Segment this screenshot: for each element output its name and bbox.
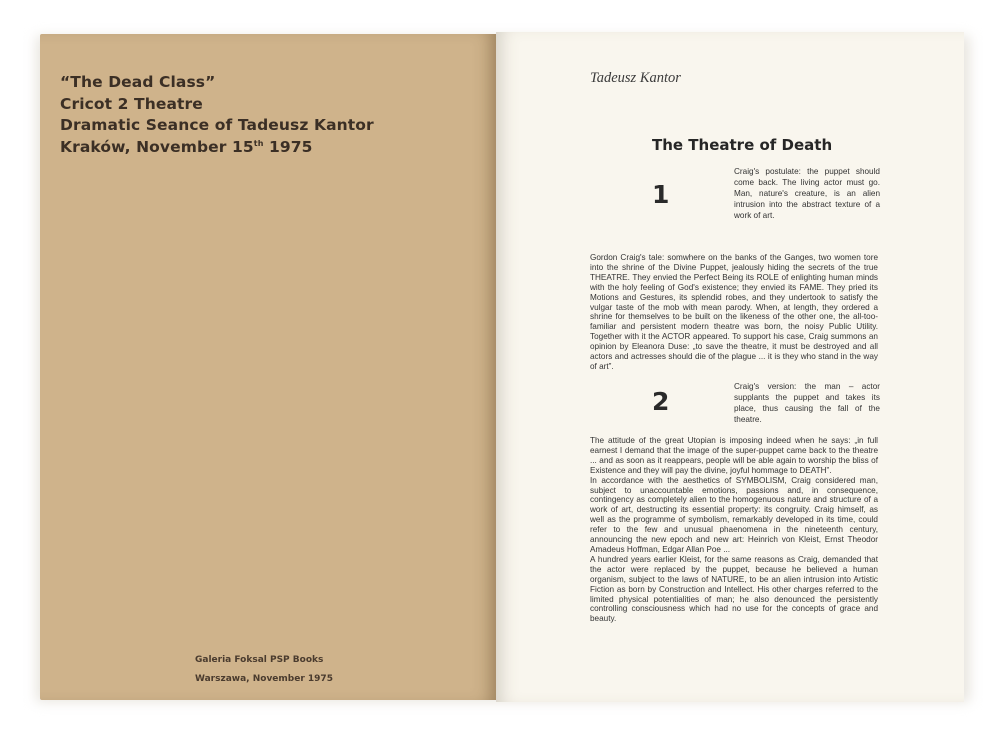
- left-page-cover: [40, 34, 496, 700]
- section-postulate: Craig's postulate: the puppet should come back. The living actor must go. Man, nature's creature, is an alien intrusion into the abstract texture of a work of art.: [734, 167, 880, 220]
- cover-heading: [60, 72, 374, 158]
- publisher-name: Galeria Foksal PSP Books: [195, 655, 324, 665]
- section-number: 1: [652, 180, 670, 209]
- section-body: [590, 436, 878, 624]
- cover-title-line: “The Dead Class”: [60, 73, 216, 91]
- cover-date-line: [60, 137, 374, 159]
- cover-title-line: Dramatic Seance of Tadeusz Kantor: [60, 116, 374, 134]
- cover-date-year: 1975: [263, 137, 313, 156]
- publisher-imprint: Warszawa, November 1975: [195, 674, 333, 684]
- cover-date-text: Kraków, November 15: [60, 137, 254, 156]
- cover-date-sup: th: [253, 138, 264, 148]
- body-paragraph: In accordance with the aesthetics of SYMBOLISM, Craig considered man, subject to unaccountable emotions, passions and, in consequence, contingency as completely alien to the homogenuous nature and structure of a work of art, destructing its essential property: its congruity. Craig himself, as well as the programme of symbolism, remarkably developed in its time, could refer to the few and unusual phaenomena in the nineteenth century, announcing the new epoch and new art: Heinrich von Kleist, Ernst Theodor Amadeus Hoffman, Edgar Allan Poe ...: [590, 475, 878, 554]
- section-number: 2: [652, 387, 670, 416]
- body-paragraph: The attitude of the great Utopian is imposing indeed when he says: „in full earnest I demand that the image of the super-puppet came back to the theatre ... and as soon as it reappears, people will be able again to worship the bliss of Existence and they will pay the divine, joyful hommage to DEATH”.: [590, 436, 878, 475]
- publisher-block: [195, 651, 337, 689]
- cover-title-line: Cricot 2 Theatre: [60, 94, 203, 113]
- article-title: The Theatre of Death: [652, 136, 833, 154]
- section-body: [590, 253, 878, 372]
- body-paragraph: A hundred years earlier Kleist, for the same reasons as Craig, demanded that the actor were replaced by the puppet, because he believed a human organism, subject to the laws of NATURE, to be an alien intrusion into Artistic Fiction as born by Construction and Intellect. His other charges referred to the limited physical potentialities of man; he also denounced the persistently controlling consciousness which had no use for the concepts of grace and beauty.: [590, 554, 878, 624]
- right-page-article: [496, 32, 964, 702]
- body-paragraph: Gordon Craig's tale: somwhere on the banks of the Ganges, two women tore into the shrine of the Divine Puppet, jealously hiding the secrets of the true THEATRE. They envied the Perfect Being its ROLE of enlighting human minds with the holy feeling of God's existence; they envied its FAME. They pried its Motions and Gestures, its splendid robes, and they undertook to satisfy the vulgar taste of the mob with mean parody. When, at length, they ordered a shrine for themselves to be built on the likeness of the other one, the all-too-familiar and persistent modern theatre was born, the noisy Public Utility. Together with it the ACTOR appeared. To support his case, Craig summons an opinion by Eleanora Duse: „to save the theatre, it must be destroyed and all actors and actresses should die of the plague ... it is they who stand in the way of art”.: [590, 253, 878, 371]
- author-name: Tadeusz Kantor: [590, 70, 681, 86]
- section-postulate: Craig's version: the man – actor supplants the puppet and takes its place, thus causing the fall of the theatre.: [734, 382, 880, 424]
